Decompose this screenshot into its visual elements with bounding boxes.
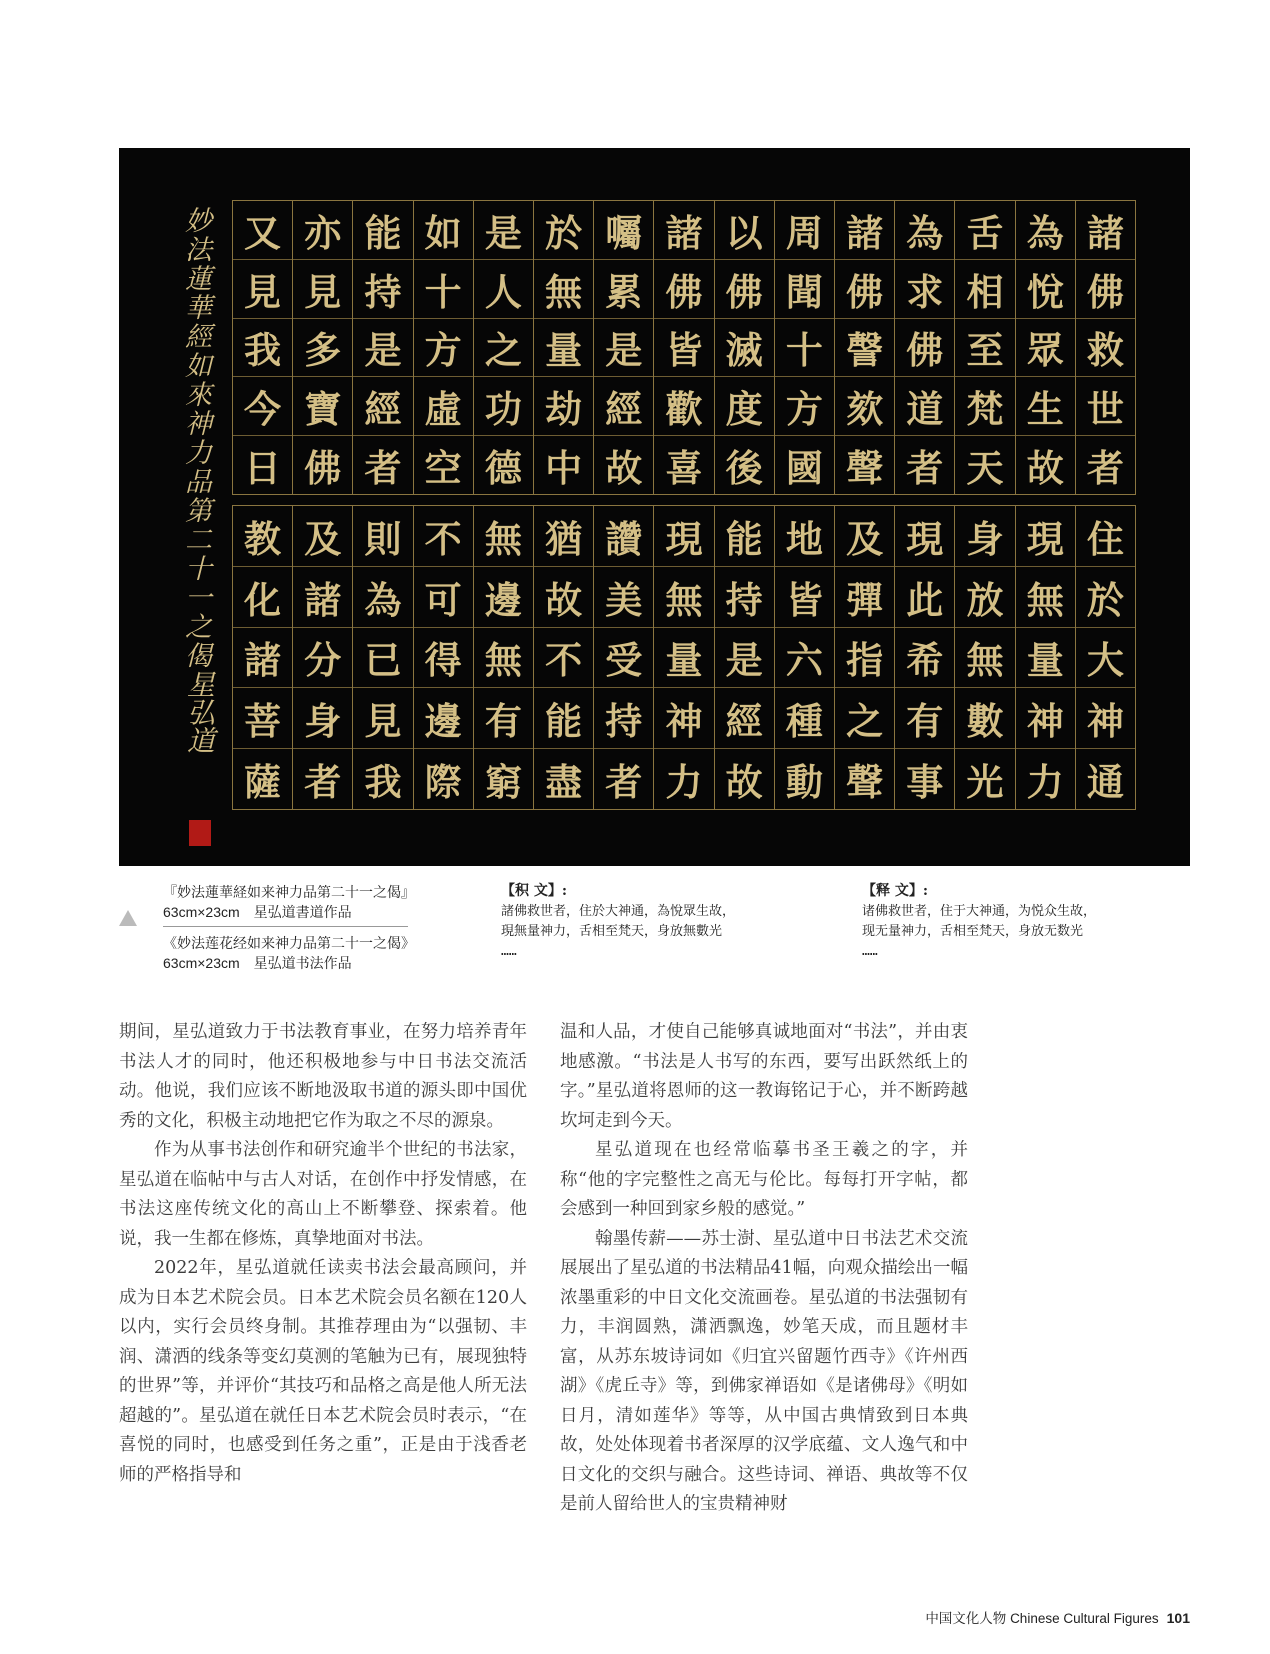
calligraphy-character: 至	[955, 319, 1014, 378]
page-footer	[925, 1607, 1190, 1627]
calligraphy-character: 則	[353, 506, 412, 567]
calligraphy-character: 無	[654, 567, 713, 628]
calligraphy-character: 神	[654, 688, 713, 749]
calligraphy-character: 為	[353, 567, 412, 628]
calligraphy-character: 經	[594, 377, 653, 436]
calligraphy-character: 此	[895, 567, 954, 628]
calligraphy-character: 際	[424, 760, 462, 805]
calligraphy-character: 教	[233, 506, 292, 567]
calligraphy-character: 見	[353, 688, 412, 749]
transcription-line: ……	[862, 944, 878, 959]
calligraphy-character: 空	[424, 446, 462, 491]
calligraphy-character: 身	[293, 688, 352, 749]
calligraphy-character: 持	[715, 567, 774, 628]
calligraphy-grid-bottom	[232, 505, 1136, 810]
transcription-line: 诸佛救世者，住于大神通，为悦众生故，	[862, 904, 1097, 919]
calligraphy-character: 希	[895, 628, 954, 689]
calligraphy-column	[292, 506, 352, 809]
calligraphy-character: 劫	[534, 377, 593, 436]
calligraphy-character: 於	[1076, 567, 1135, 628]
calligraphy-character: 現	[1016, 506, 1075, 567]
calligraphy-character: 窮	[484, 760, 522, 805]
calligraphy-column	[533, 201, 593, 494]
calligraphy-character: 我	[233, 319, 292, 378]
calligraphy-character: 不	[534, 628, 593, 689]
calligraphy-column	[593, 506, 653, 809]
calligraphy-character: 力	[665, 760, 703, 805]
calligraphy-character: 聲	[846, 446, 884, 491]
calligraphy-character: 謦	[835, 319, 894, 378]
calligraphy-character: 動	[785, 760, 823, 805]
red-seal	[189, 820, 211, 846]
calligraphy-character: 功	[474, 377, 533, 436]
calligraphy-column	[954, 201, 1014, 494]
caption-size-traditional: 63cm×23cm 星弘道書道作品	[163, 904, 352, 920]
calligraphy-character: 於	[534, 201, 593, 260]
calligraphy-character: 為	[895, 201, 954, 260]
calligraphy-character: 故	[1026, 446, 1064, 491]
article-column-right	[560, 1018, 968, 1520]
transcription-line: 现无量神力，舌相至梵天，身放无数光	[862, 924, 1084, 939]
calligraphy-column	[593, 201, 653, 494]
article-paragraph: 作为从事书法创作和研究逾半个世纪的书法家，星弘道在临帖中与古人对话，在创作中抒发情感，在书法这座传统文化的高山上不断攀登、探索着。他说，我一生都在修炼，真挚地面对书法。	[119, 1140, 527, 1249]
calligraphy-character: 持	[353, 260, 412, 319]
calligraphy-character: 神	[1076, 688, 1135, 749]
calligraphy-column	[533, 506, 593, 809]
caption-title-block	[163, 882, 463, 973]
calligraphy-character: 分	[293, 628, 352, 689]
calligraphy-column	[834, 506, 894, 809]
calligraphy-column	[954, 506, 1014, 809]
calligraphy-character: 佛	[715, 260, 774, 319]
calligraphy-character: 事	[906, 760, 944, 805]
calligraphy-character: 大	[1076, 628, 1135, 689]
calligraphy-grid-top	[232, 200, 1136, 495]
page-number: 101	[1166, 1610, 1190, 1626]
calligraphy-character: 及	[293, 506, 352, 567]
calligraphy-character: 不	[414, 506, 473, 567]
calligraphy-column	[774, 201, 834, 494]
calligraphy-character: 道	[895, 377, 954, 436]
calligraphy-character: 悅	[1016, 260, 1075, 319]
calligraphy-character: 是	[715, 628, 774, 689]
calligraphy-artwork	[119, 148, 1190, 866]
calligraphy-character: 量	[654, 628, 713, 689]
calligraphy-column	[774, 506, 834, 809]
calligraphy-character: 故	[605, 446, 643, 491]
calligraphy-column	[1015, 506, 1075, 809]
calligraphy-character: 持	[594, 688, 653, 749]
calligraphy-character: 佛	[654, 260, 713, 319]
calligraphy-character: 梵	[955, 377, 1014, 436]
calligraphy-character: 諸	[835, 201, 894, 260]
calligraphy-column	[653, 201, 713, 494]
calligraphy-character: 諸	[654, 201, 713, 260]
calligraphy-character: 光	[966, 760, 1004, 805]
calligraphy-character: 現	[654, 506, 713, 567]
calligraphy-character: 現	[895, 506, 954, 567]
calligraphy-character: 菩	[233, 688, 292, 749]
calligraphy-column	[1015, 201, 1075, 494]
calligraphy-character: 數	[955, 688, 1014, 749]
article-paragraph: 星弘道现在也经常临摹书圣王羲之的字，并称“他的字完整性之高无与伦比。每每打开字帖，都会感到一种回到家乡般的感觉。”	[560, 1140, 968, 1219]
calligraphy-character: 諸	[233, 628, 292, 689]
calligraphy-character: 經	[353, 377, 412, 436]
calligraphy-character: 及	[835, 506, 894, 567]
calligraphy-column	[473, 506, 533, 809]
calligraphy-character: 無	[474, 628, 533, 689]
calligraphy-column	[1075, 201, 1135, 494]
calligraphy-character: 如	[414, 201, 473, 260]
calligraphy-character: 種	[775, 688, 834, 749]
calligraphy-character: 得	[414, 628, 473, 689]
calligraphy-character: 是	[353, 319, 412, 378]
calligraphy-character: 彈	[835, 567, 894, 628]
calligraphy-column	[714, 201, 774, 494]
original-text-line: ……	[501, 944, 517, 959]
calligraphy-column	[1075, 506, 1135, 809]
calligraphy-character: 舌	[955, 201, 1014, 260]
calligraphy-character: 滅	[715, 319, 774, 378]
calligraphy-sheet	[169, 200, 1136, 810]
calligraphy-character: 佛	[895, 319, 954, 378]
calligraphy-character: 寶	[293, 377, 352, 436]
artwork-captions	[119, 880, 1190, 970]
calligraphy-character: 故	[725, 760, 763, 805]
caption-divider	[163, 926, 408, 927]
transcription-label: 【释 文】:	[862, 883, 929, 899]
calligraphy-column	[413, 201, 473, 494]
calligraphy-character: 相	[955, 260, 1014, 319]
calligraphy-character: 有	[474, 688, 533, 749]
article-paragraph: 翰墨传薪——苏士澍、星弘道中日书法艺术交流展展出了星弘道的书法精品41幅，向观众描绘出一幅浓墨重彩的中日文化交流画卷。星弘道的书法强韧有力，丰润圆熟，潇洒飘逸，妙笔天成，而且题材丰富，从苏东坡诗词如《归宜兴留题竹西寺》《许州西湖》《虎丘寺》等，到佛家禅语如《是诸佛母》《明如日月，清如莲华》等等，从中国古典情致到日本典故，处处体现着书者深厚的汉学底蕴、文人逸气和中日文化的交织与融合。这些诗词、禅语、典故等不仅是前人留给世人的宝贵精神财	[560, 1228, 968, 1514]
calligraphy-character: 能	[534, 688, 593, 749]
calligraphy-character: 為	[1016, 201, 1075, 260]
calligraphy-character: 以	[715, 201, 774, 260]
article-paragraph: 温和人品，才使自己能够真诚地面对“书法”，并由衷地感激。“书法是人书写的东西，要写出跃然纸上的字。”星弘道将恩师的这一教诲铭记于心，并不断跨越坎坷走到今天。	[560, 1022, 968, 1131]
calligraphy-character: 美	[594, 567, 653, 628]
article-paragraph: 2022年，星弘道就任读卖书法会最高顾问，并成为日本艺术院会员。日本艺术院会员名额在120人以内，实行会员终身制。其推荐理由为“以强韧、丰润、潇洒的线条等变幻莫测的笔触为已有，展现独特的世界”等，并评价“其技巧和品格之高是他人所无法超越的”。星弘道在就任日本艺术院会员时表示，“在喜悦的同时，也感受到任务之重”，正是由于浅香老师的严格指导和	[119, 1258, 527, 1485]
calligraphy-character: 邊	[474, 567, 533, 628]
calligraphy-character: 讚	[594, 506, 653, 567]
calligraphy-character: 累	[594, 260, 653, 319]
calligraphy-character: 救	[1076, 319, 1135, 378]
calligraphy-character: 之	[474, 319, 533, 378]
calligraphy-character: 天	[966, 446, 1004, 491]
calligraphy-character: 見	[293, 260, 352, 319]
calligraphy-character: 聲	[846, 760, 884, 805]
calligraphy-character: 指	[835, 628, 894, 689]
artwork-signature: 星弘道	[183, 670, 216, 754]
calligraphy-character: 已	[353, 628, 412, 689]
calligraphy-character: 十	[414, 260, 473, 319]
original-text-label: 【积 文】:	[501, 883, 568, 899]
calligraphy-character: 住	[1076, 506, 1135, 567]
calligraphy-character: 者	[364, 446, 402, 491]
calligraphy-column	[233, 201, 292, 494]
calligraphy-character: 十	[775, 319, 834, 378]
calligraphy-column	[292, 201, 352, 494]
calligraphy-character: 中	[545, 446, 583, 491]
calligraphy-character: 能	[715, 506, 774, 567]
transcription-block	[862, 880, 1192, 962]
calligraphy-character: 能	[353, 201, 412, 260]
calligraphy-character: 者	[605, 760, 643, 805]
calligraphy-character: 者	[906, 446, 944, 491]
calligraphy-character: 盡	[545, 760, 583, 805]
calligraphy-character: 神	[1016, 688, 1075, 749]
calligraphy-character: 薩	[244, 760, 282, 805]
calligraphy-character: 者	[304, 760, 342, 805]
calligraphy-character: 量	[1016, 628, 1075, 689]
calligraphy-column	[352, 201, 412, 494]
original-text-line: 諸佛救世者，住於大神通，為悅眾生故，	[501, 904, 736, 919]
caption-title-simplified: 《妙法莲花经如来神力品第二十一之偈》	[163, 935, 415, 951]
artwork-inscription: 妙法蓮華經如來神力品第二十一之偈	[180, 206, 211, 670]
calligraphy-character: 後	[725, 446, 763, 491]
calligraphy-character: 囑	[594, 201, 653, 260]
calligraphy-character: 經	[715, 688, 774, 749]
calligraphy-character: 今	[233, 377, 292, 436]
calligraphy-character: 眾	[1016, 319, 1075, 378]
calligraphy-character: 邊	[414, 688, 473, 749]
calligraphy-character: 無	[955, 628, 1014, 689]
calligraphy-column	[473, 201, 533, 494]
calligraphy-character: 求	[895, 260, 954, 319]
calligraphy-character: 國	[785, 446, 823, 491]
calligraphy-column	[894, 506, 954, 809]
article-column-left	[119, 1018, 527, 1490]
calligraphy-character: 猶	[534, 506, 593, 567]
calligraphy-character: 亦	[293, 201, 352, 260]
caption-size-simplified: 63cm×23cm 星弘道书法作品	[163, 955, 352, 971]
calligraphy-character: 我	[364, 760, 402, 805]
footer-publication: 中国文化人物 Chinese Cultural Figures	[925, 1611, 1159, 1626]
calligraphy-character: 無	[474, 506, 533, 567]
calligraphy-character: 是	[474, 201, 533, 260]
calligraphy-character: 無	[534, 260, 593, 319]
calligraphy-character: 見	[233, 260, 292, 319]
calligraphy-character: 地	[775, 506, 834, 567]
calligraphy-column	[714, 506, 774, 809]
calligraphy-character: 方	[775, 377, 834, 436]
article-paragraph: 期间，星弘道致力于书法教育事业，在努力培养青年书法人才的同时，他还积极地参与中日书法交流活动。他说，我们应该不断地汲取书道的源头即中国优秀的文化，积极主动地把它作为取之不尽的源泉。	[119, 1022, 527, 1131]
calligraphy-column	[894, 201, 954, 494]
calligraphy-character: 六	[775, 628, 834, 689]
calligraphy-character: 化	[233, 567, 292, 628]
calligraphy-character: 故	[534, 567, 593, 628]
calligraphy-column	[233, 506, 292, 809]
calligraphy-character: 欬	[835, 377, 894, 436]
calligraphy-character: 人	[474, 260, 533, 319]
calligraphy-character: 多	[293, 319, 352, 378]
calligraphy-character: 歡	[654, 377, 713, 436]
calligraphy-character: 佛	[304, 446, 342, 491]
calligraphy-character: 諸	[1076, 201, 1135, 260]
calligraphy-character: 量	[534, 319, 593, 378]
calligraphy-character: 又	[233, 201, 292, 260]
calligraphy-character: 者	[1086, 446, 1124, 491]
calligraphy-character: 度	[715, 377, 774, 436]
calligraphy-character: 皆	[775, 567, 834, 628]
calligraphy-character: 德	[484, 446, 522, 491]
calligraphy-character: 世	[1076, 377, 1135, 436]
calligraphy-character: 日	[244, 446, 282, 491]
caption-title-traditional: 『妙法蓮華経如来神力品第二十一之偈』	[163, 884, 415, 900]
triangle-marker-icon	[119, 910, 137, 926]
calligraphy-column	[834, 201, 894, 494]
calligraphy-character: 周	[775, 201, 834, 260]
calligraphy-column	[413, 506, 473, 809]
calligraphy-character: 生	[1016, 377, 1075, 436]
calligraphy-character: 是	[594, 319, 653, 378]
calligraphy-character: 虛	[414, 377, 473, 436]
calligraphy-character: 皆	[654, 319, 713, 378]
calligraphy-character: 受	[594, 628, 653, 689]
calligraphy-character: 無	[1016, 567, 1075, 628]
calligraphy-column	[352, 506, 412, 809]
calligraphy-character: 方	[414, 319, 473, 378]
original-text-block	[501, 880, 831, 962]
calligraphy-character: 佛	[835, 260, 894, 319]
calligraphy-character: 通	[1086, 760, 1124, 805]
calligraphy-character: 身	[955, 506, 1014, 567]
calligraphy-character: 可	[414, 567, 473, 628]
calligraphy-character: 之	[835, 688, 894, 749]
original-text-line: 現無量神力，舌相至梵天，身放無數光	[501, 924, 723, 939]
calligraphy-character: 喜	[665, 446, 703, 491]
calligraphy-column	[653, 506, 713, 809]
calligraphy-character: 聞	[775, 260, 834, 319]
calligraphy-character: 諸	[293, 567, 352, 628]
calligraphy-character: 力	[1026, 760, 1064, 805]
calligraphy-character: 放	[955, 567, 1014, 628]
calligraphy-character: 有	[895, 688, 954, 749]
calligraphy-character: 佛	[1076, 260, 1135, 319]
